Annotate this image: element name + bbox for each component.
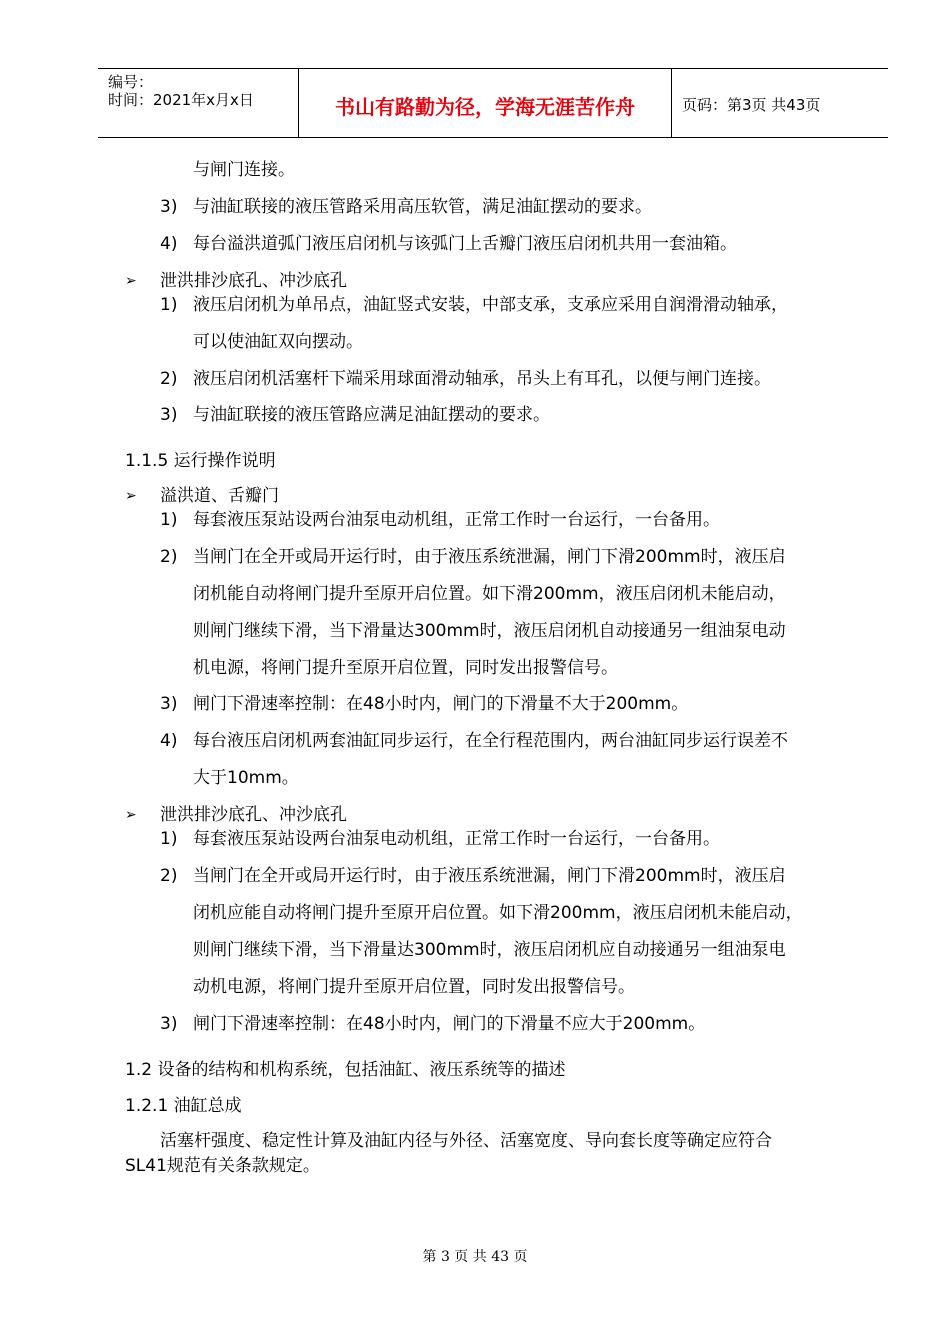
text-line: 液压启闭机活塞杆下端采用球面滑动轴承，吊头上有耳孔，以便与闸门连接。 (193, 369, 771, 389)
text-line: 则闸门继续下滑，当下滑量达300mm时，液压启闭机自动接通另一组油泵电动 (193, 621, 786, 641)
item-number: 1) (160, 510, 178, 530)
item-number: 3) (160, 694, 178, 714)
item-number: 3) (160, 1014, 178, 1034)
item-number: 2) (160, 369, 178, 389)
text-line: 动机电源，将闸门提升至原开启位置，同时发出报警信号。 (193, 977, 635, 997)
text-line: 闸门下滑速率控制：在48小时内，闸门的下滑量不大于200mm。 (193, 694, 689, 714)
item-number: 2) (160, 547, 178, 567)
text-line: 每套液压泵站设两台油泵电动机组，正常工作时一台运行，一台备用。 (193, 829, 720, 849)
text-line: 与闸门连接。 (193, 160, 295, 180)
item-number: 4) (160, 234, 178, 254)
section-heading-1-2-1: 1.2.1 油缸总成 (125, 1096, 242, 1116)
text-line: 液压启闭机为单吊点，油缸竖式安装，中部支承，支承应采用自润滑滑动轴承， (193, 295, 788, 315)
text-line: 则闸门继续下滑，当下滑量达300mm时，液压启闭机应自动接通另一组油泵电 (193, 940, 786, 960)
bullet-heading: 泄洪排沙底孔、冲沙底孔 (160, 805, 347, 825)
item-number: 3) (160, 197, 178, 217)
page-header (98, 68, 888, 138)
item-number: 4) (160, 731, 178, 751)
bullet-arrow-icon: ➢ (125, 807, 137, 823)
text-line: 闸门下滑速率控制：在48小时内，闸门的下滑量不应大于200mm。 (193, 1014, 706, 1034)
bullet-arrow-icon: ➢ (125, 488, 137, 504)
item-number: 2) (160, 866, 178, 886)
page-info: 页码：第3页 共43页 (682, 96, 821, 114)
text-line: 可以使油缸双向摆动。 (193, 332, 363, 352)
section-heading-1-2: 1.2 设备的结构和机构系统，包括油缸、液压系统等的描述 (125, 1060, 566, 1080)
text-line: 大于10mm。 (193, 768, 299, 788)
header-info-cell (98, 69, 299, 137)
header-motto-cell (299, 69, 672, 137)
text-line: 与油缸联接的液压管路应满足油缸摆动的要求。 (193, 405, 550, 425)
item-number: 1) (160, 829, 178, 849)
header-page-cell (672, 69, 888, 137)
bullet-heading: 泄洪排沙底孔、冲沙底孔 (160, 271, 347, 291)
bullet-heading: 溢洪道、舌瓣门 (160, 486, 279, 506)
text-line: 每台液压启闭机两套油缸同步运行，在全行程范围内，两台油缸同步运行误差不 (193, 731, 788, 751)
bullet-arrow-icon: ➢ (125, 273, 137, 289)
page-footer: 第 3 页 共 43 页 (422, 1249, 528, 1265)
text-line: 与油缸联接的液压管路采用高压软管，满足油缸摆动的要求。 (193, 197, 652, 217)
text-line: 闭机能自动将闸门提升至原开启位置。如下滑200mm，液压启闭机未能启动， (193, 584, 786, 604)
section-heading-1-1-5: 1.1.5 运行操作说明 (125, 451, 276, 471)
text-line: 机电源，将闸门提升至原开启位置，同时发出报警信号。 (193, 658, 618, 678)
code-label: 编号： (108, 73, 154, 91)
motto: 书山有路勤为径，学海无涯苦作舟 (335, 95, 635, 119)
text-line: 闭机应能自动将闸门提升至原开启位置。如下滑200mm，液压启闭机未能启动， (193, 903, 803, 923)
text-line: 当闸门在全开或局开运行时，由于液压系统泄漏，闸门下滑200mm时，液压启 (193, 547, 786, 567)
text-line: 当闸门在全开或局开运行时，由于液压系统泄漏，闸门下滑200mm时，液压启 (193, 866, 786, 886)
text-line: 活塞杆强度、稳定性计算及油缸内径与外径、活塞宽度、导向套长度等确定应符合 (160, 1131, 772, 1151)
text-line: 每套液压泵站设两台油泵电动机组，正常工作时一台运行，一台备用。 (193, 510, 720, 530)
text-line: SL41规范有关条款规定。 (125, 1156, 320, 1176)
text-line: 每台溢洪道弧门液压启闭机与该弧门上舌瓣门液压启闭机共用一套油箱。 (193, 234, 737, 254)
time-label: 时间：2021年x月x日 (108, 91, 254, 109)
item-number: 1) (160, 295, 178, 315)
item-number: 3) (160, 405, 178, 425)
